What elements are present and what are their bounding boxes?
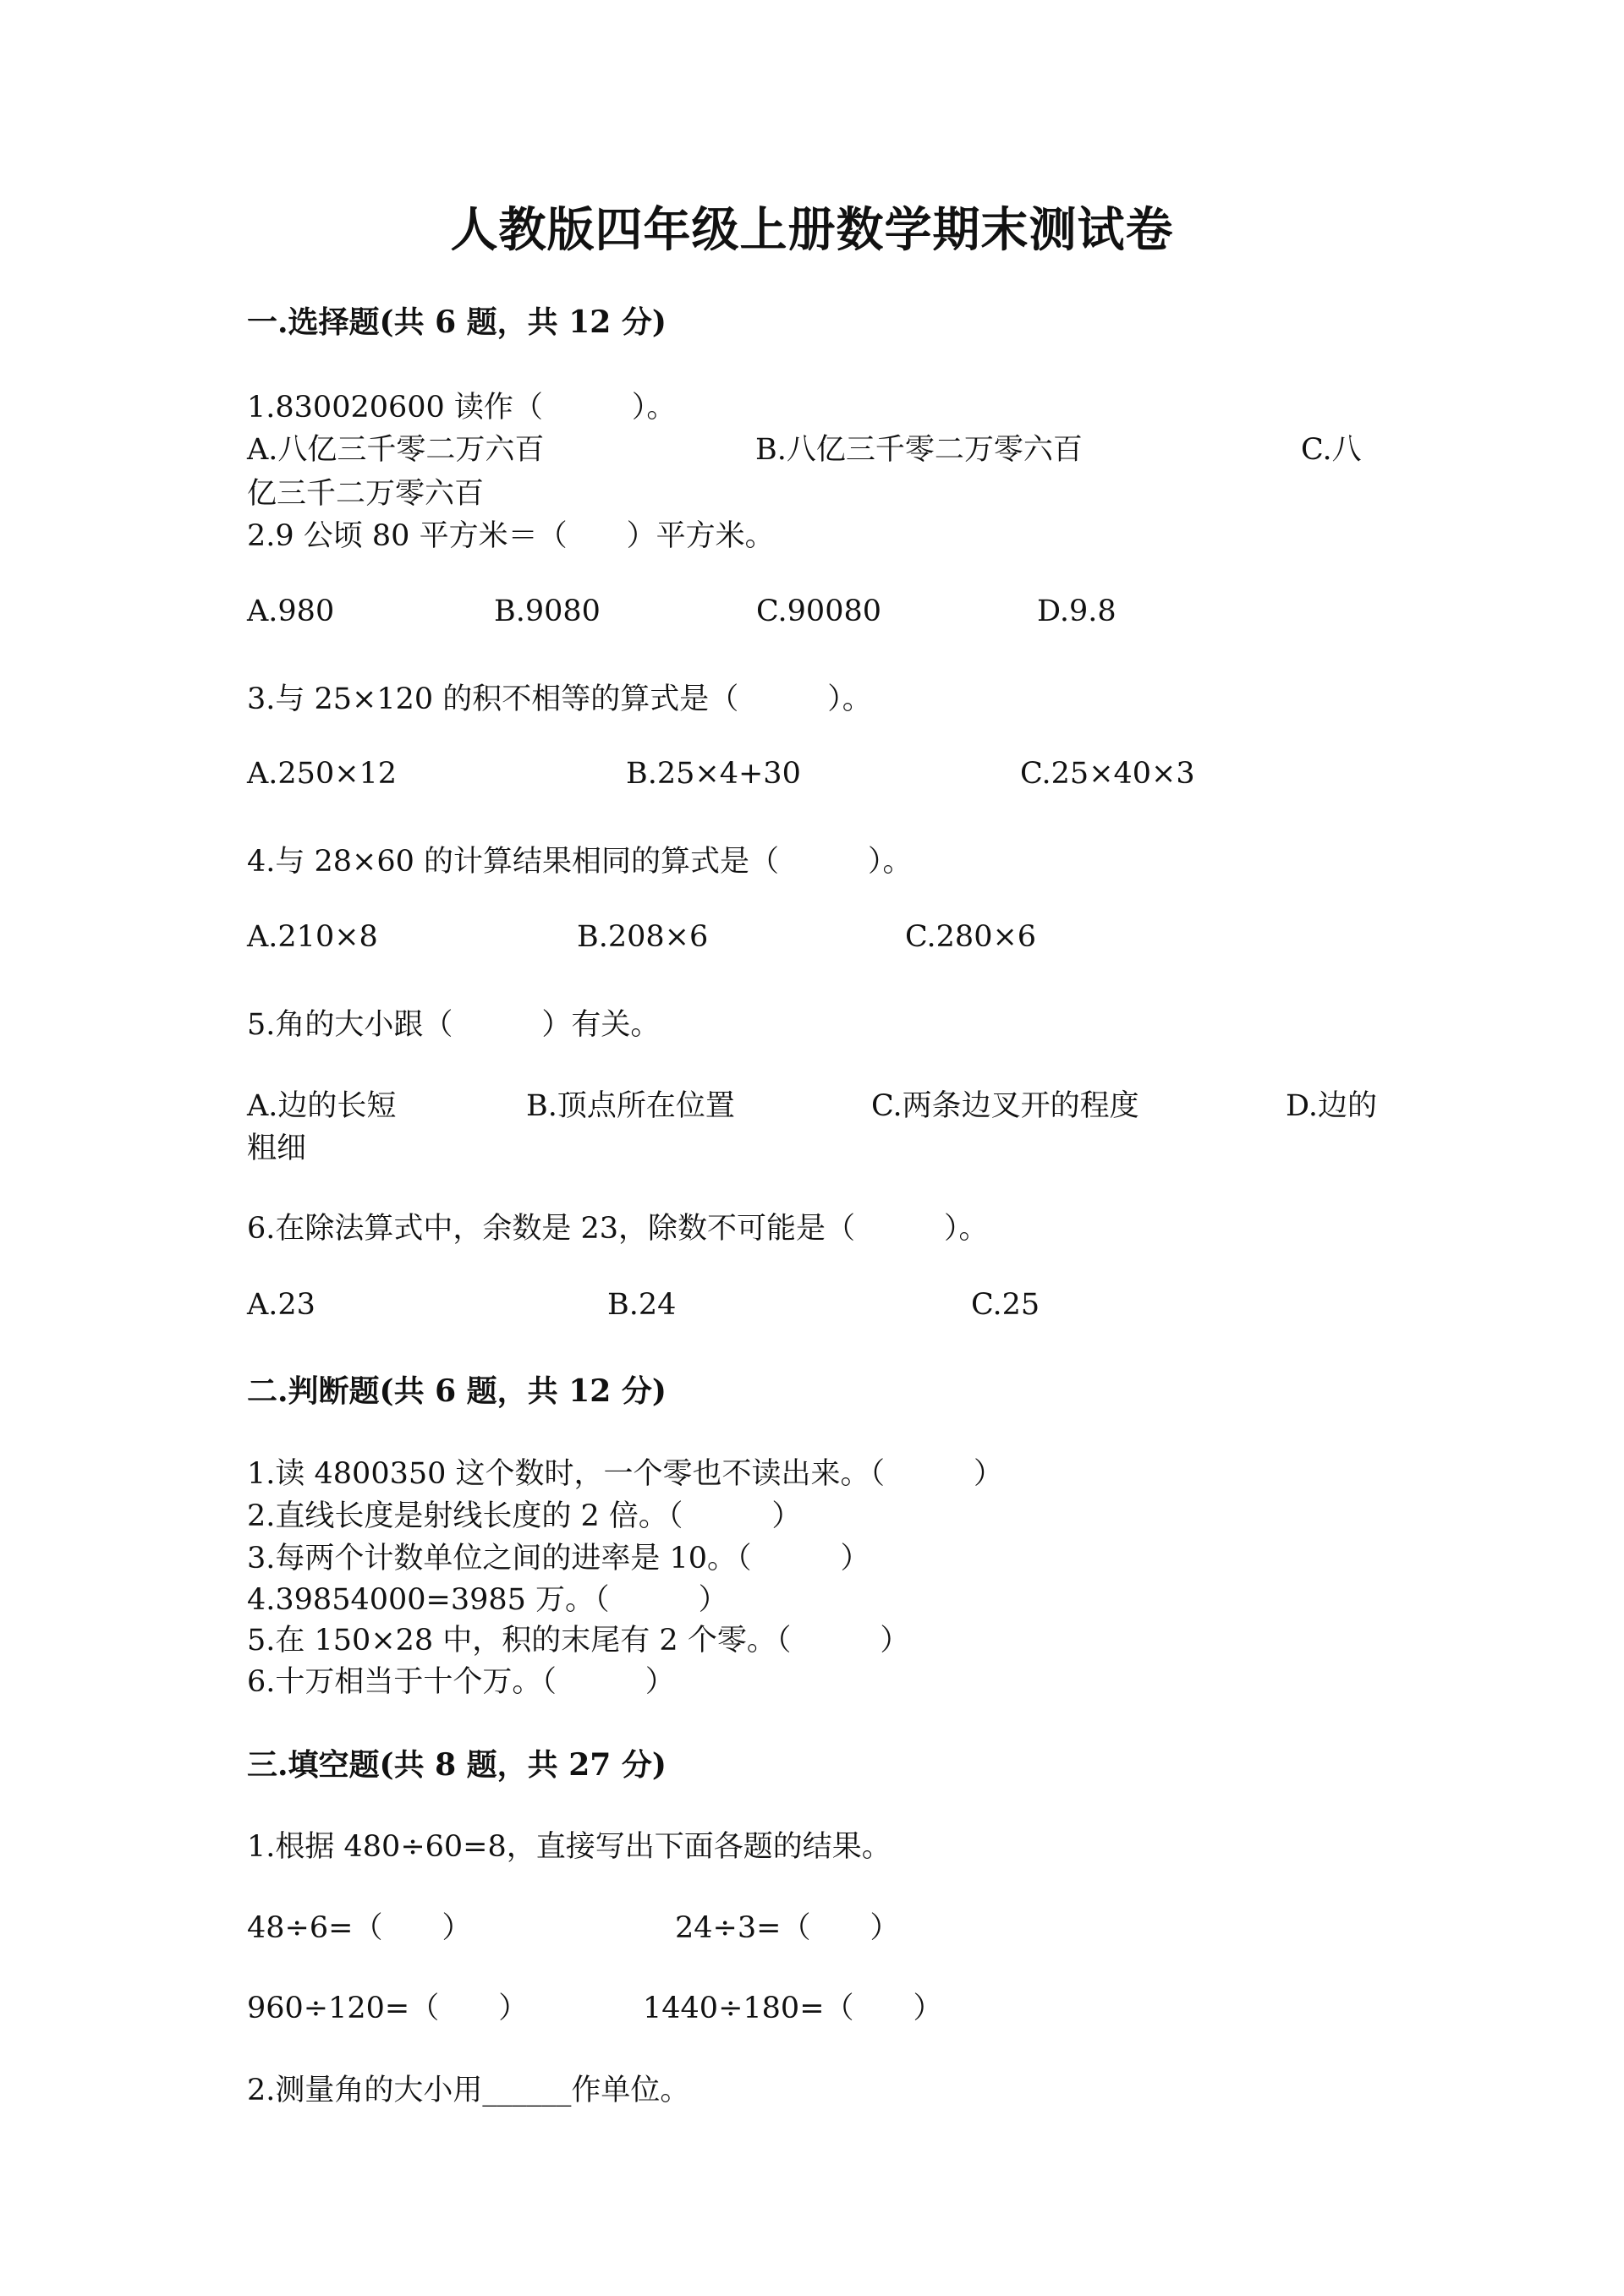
- option-a: A.210×8: [247, 920, 378, 954]
- option-c: C.八: [1301, 433, 1362, 467]
- option-c: C.90080: [756, 595, 881, 628]
- option-d: D.边的: [1286, 1089, 1377, 1123]
- judge-item: 5.在 150×28 中，积的末尾有 2 个零。（ ）: [247, 1624, 910, 1658]
- question-stem: 5.角的大小跟（ ）有关。: [247, 1008, 661, 1042]
- expression: 960÷120=（ ）: [247, 1992, 529, 2025]
- expression: 48÷6=（ ）: [247, 1911, 472, 1945]
- judge-item: 2.直线长度是射线长度的 2 倍。（ ）: [247, 1499, 802, 1533]
- question-stem: 4.与 28×60 的计算结果相同的算式是（ ）。: [247, 845, 913, 879]
- option-b: B.208×6: [577, 920, 709, 954]
- option-a: A.23: [247, 1288, 315, 1322]
- option-a: A.边的长短: [247, 1089, 397, 1123]
- option-a: A.980: [247, 595, 335, 628]
- judge-item: 3.每两个计数单位之间的进率是 10。（ ）: [247, 1542, 870, 1575]
- judge-item: 6.十万相当于十个万。（ ）: [247, 1665, 675, 1699]
- option-b: B.25×4+30: [626, 757, 801, 791]
- section-heading-judge: 二.判断题(共 6 题，共 12 分): [247, 1373, 667, 1409]
- option-b: B.24: [607, 1288, 677, 1322]
- option-a: A.八亿三千零二万六百: [247, 433, 545, 467]
- question-stem: 2.9 公顷 80 平方米＝（ ）平方米。: [247, 519, 775, 553]
- section-heading-choice: 一.选择题(共 6 题，共 12 分): [247, 304, 667, 340]
- option-b: B.八亿三千零二万零六百: [755, 433, 1083, 467]
- question-stem: 1.根据 480÷60=8，直接写出下面各题的结果。: [247, 1830, 892, 1864]
- page-title: 人教版四年级上册数学期末测试卷: [450, 202, 1174, 258]
- question-stem: 1.830020600 读作（ ）。: [247, 391, 677, 425]
- question-stem: 2.测量角的大小用______作单位。: [247, 2074, 690, 2107]
- option-a: A.250×12: [247, 757, 398, 791]
- option-b: B.顶点所在位置: [526, 1089, 735, 1123]
- option-c: C.25: [971, 1288, 1040, 1322]
- option-c: C.两条边叉开的程度: [871, 1089, 1139, 1123]
- option-d: D.9.8: [1037, 595, 1116, 628]
- option-b: B.9080: [494, 595, 601, 628]
- judge-item: 1.读 4800350 这个数时，一个零也不读出来。（ ）: [247, 1457, 1004, 1491]
- option-c: C.280×6: [905, 920, 1037, 954]
- section-heading-fill: 三.填空题(共 8 题，共 27 分): [247, 1747, 667, 1783]
- option-c-continued: 亿三千二万零六百: [247, 477, 485, 511]
- option-d-continued: 粗细: [247, 1132, 307, 1165]
- question-stem: 6.在除法算式中，余数是 23，除数不可能是（ ）。: [247, 1212, 989, 1246]
- question-stem: 3.与 25×120 的积不相等的算式是（ ）。: [247, 682, 872, 716]
- expression: 1440÷180=（ ）: [643, 1992, 943, 2025]
- option-c: C.25×40×3: [1020, 757, 1195, 791]
- judge-item: 4.39854000=3985 万。（ ）: [247, 1583, 728, 1617]
- expression: 24÷3=（ ）: [675, 1911, 900, 1945]
